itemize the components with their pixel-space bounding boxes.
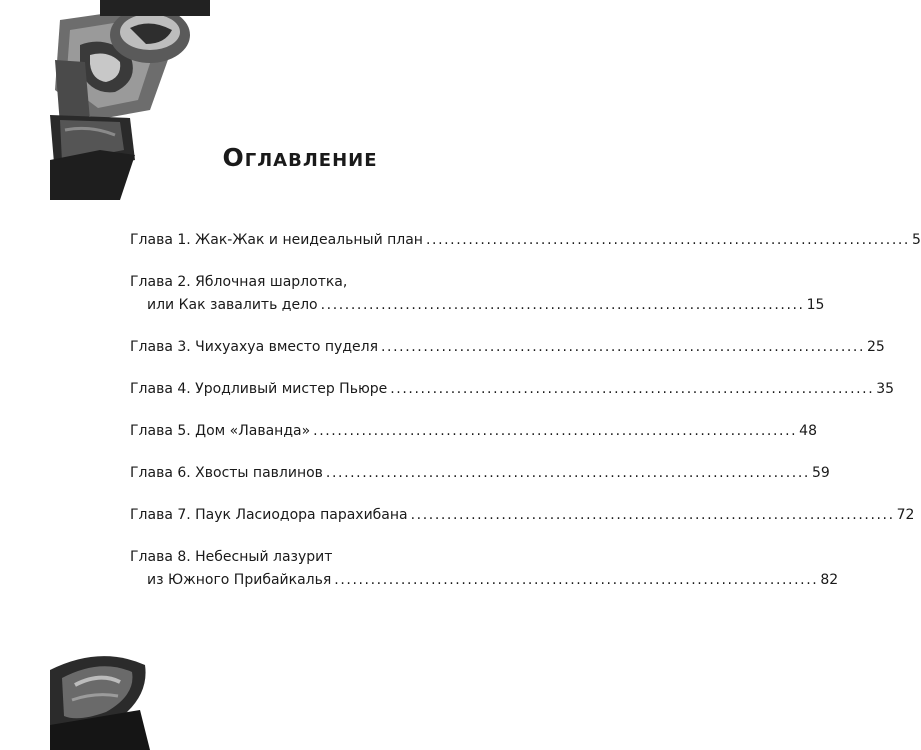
- toc-chapter-label: Глава 2.: [130, 274, 191, 290]
- toc-chapter-text: Яблочная шарлотка,: [195, 274, 348, 290]
- toc-entry: [130, 462, 830, 485]
- toc-chapter-text: Дом «Лаванда»: [195, 423, 311, 439]
- toc-leader-dots: ................................................................................: [390, 381, 875, 397]
- toc-leader-dots: ................................................................................: [410, 507, 895, 523]
- toc-chapter-text: Паук Ласиодора парахибана: [195, 507, 408, 523]
- toc-chapter-title: [130, 271, 347, 294]
- toc-chapter-text: Хвосты павлинов: [195, 465, 323, 481]
- toc-chapter-text: Чихуахуа вместо пуделя: [195, 339, 378, 355]
- toc-chapter-text: Жак-Жак и неидеальный план: [195, 232, 423, 248]
- toc-chapter-label: Глава 5.: [130, 423, 191, 439]
- toc-leader-dots: ................................................................................: [325, 465, 810, 481]
- toc-chapter-title: [130, 462, 323, 485]
- toc-page-number: 25: [867, 339, 885, 355]
- toc-line: [130, 336, 885, 359]
- toc-chapter-label: Глава 1.: [130, 232, 191, 248]
- toc-page-number: 48: [799, 423, 817, 439]
- toc-page-number: 59: [811, 465, 830, 481]
- toc-entry: [130, 504, 915, 527]
- toc-leader-dots: ................................................................................: [334, 572, 819, 588]
- toc-chapter-title: [130, 504, 408, 527]
- stone-illustration-bottom: [0, 640, 200, 750]
- toc-entry: [130, 546, 839, 592]
- toc-chapter-title: [130, 336, 378, 359]
- toc-entry: [130, 420, 817, 443]
- toc-line: [130, 504, 915, 527]
- toc-line: [130, 271, 482, 294]
- toc-page-number: 5: [911, 232, 921, 248]
- toc-entry: [130, 271, 825, 317]
- toc-line: [130, 294, 825, 317]
- toc-entry: [130, 378, 895, 401]
- toc-line: [130, 569, 839, 592]
- toc-page-number: 72: [896, 507, 915, 523]
- toc-chapter-label: Глава 8.: [130, 549, 191, 565]
- toc-chapter-label: Глава 3.: [130, 339, 191, 355]
- toc-chapter-label: Глава 7.: [130, 507, 191, 523]
- toc-chapter-text: Уродливый мистер Пьюре: [195, 381, 388, 397]
- toc-chapter-title: [130, 378, 387, 401]
- toc-line: [130, 420, 817, 443]
- toc-chapter-title: [130, 420, 310, 443]
- toc-page-number: 35: [876, 381, 895, 397]
- toc-chapter-label: Глава 6.: [130, 465, 191, 481]
- table-of-contents: [130, 229, 921, 611]
- toc-line: [130, 229, 921, 252]
- toc-chapter-text: или Как завалить дело: [147, 297, 318, 313]
- toc-leader-dots: ................................................................................: [381, 339, 866, 355]
- toc-line: [130, 546, 482, 569]
- toc-entry: [130, 229, 921, 252]
- toc-chapter-title: [130, 546, 332, 569]
- toc-chapter-label: Глава 4.: [130, 381, 191, 397]
- toc-chapter-title: [130, 229, 423, 252]
- toc-chapter-text: из Южного Прибайкалья: [147, 572, 332, 588]
- toc-chapter-text: Небесный лазурит: [195, 549, 333, 565]
- toc-leader-dots: ................................................................................: [425, 232, 910, 248]
- toc-page-number: 15: [806, 297, 825, 313]
- toc-entry: [130, 336, 885, 359]
- toc-leader-dots: ................................................................................: [313, 423, 798, 439]
- toc-line: [130, 462, 830, 485]
- toc-leader-dots: ................................................................................: [320, 297, 805, 313]
- toc-line: [130, 378, 895, 401]
- page-title: Оглавление: [222, 143, 378, 172]
- toc-page-number: 82: [820, 572, 839, 588]
